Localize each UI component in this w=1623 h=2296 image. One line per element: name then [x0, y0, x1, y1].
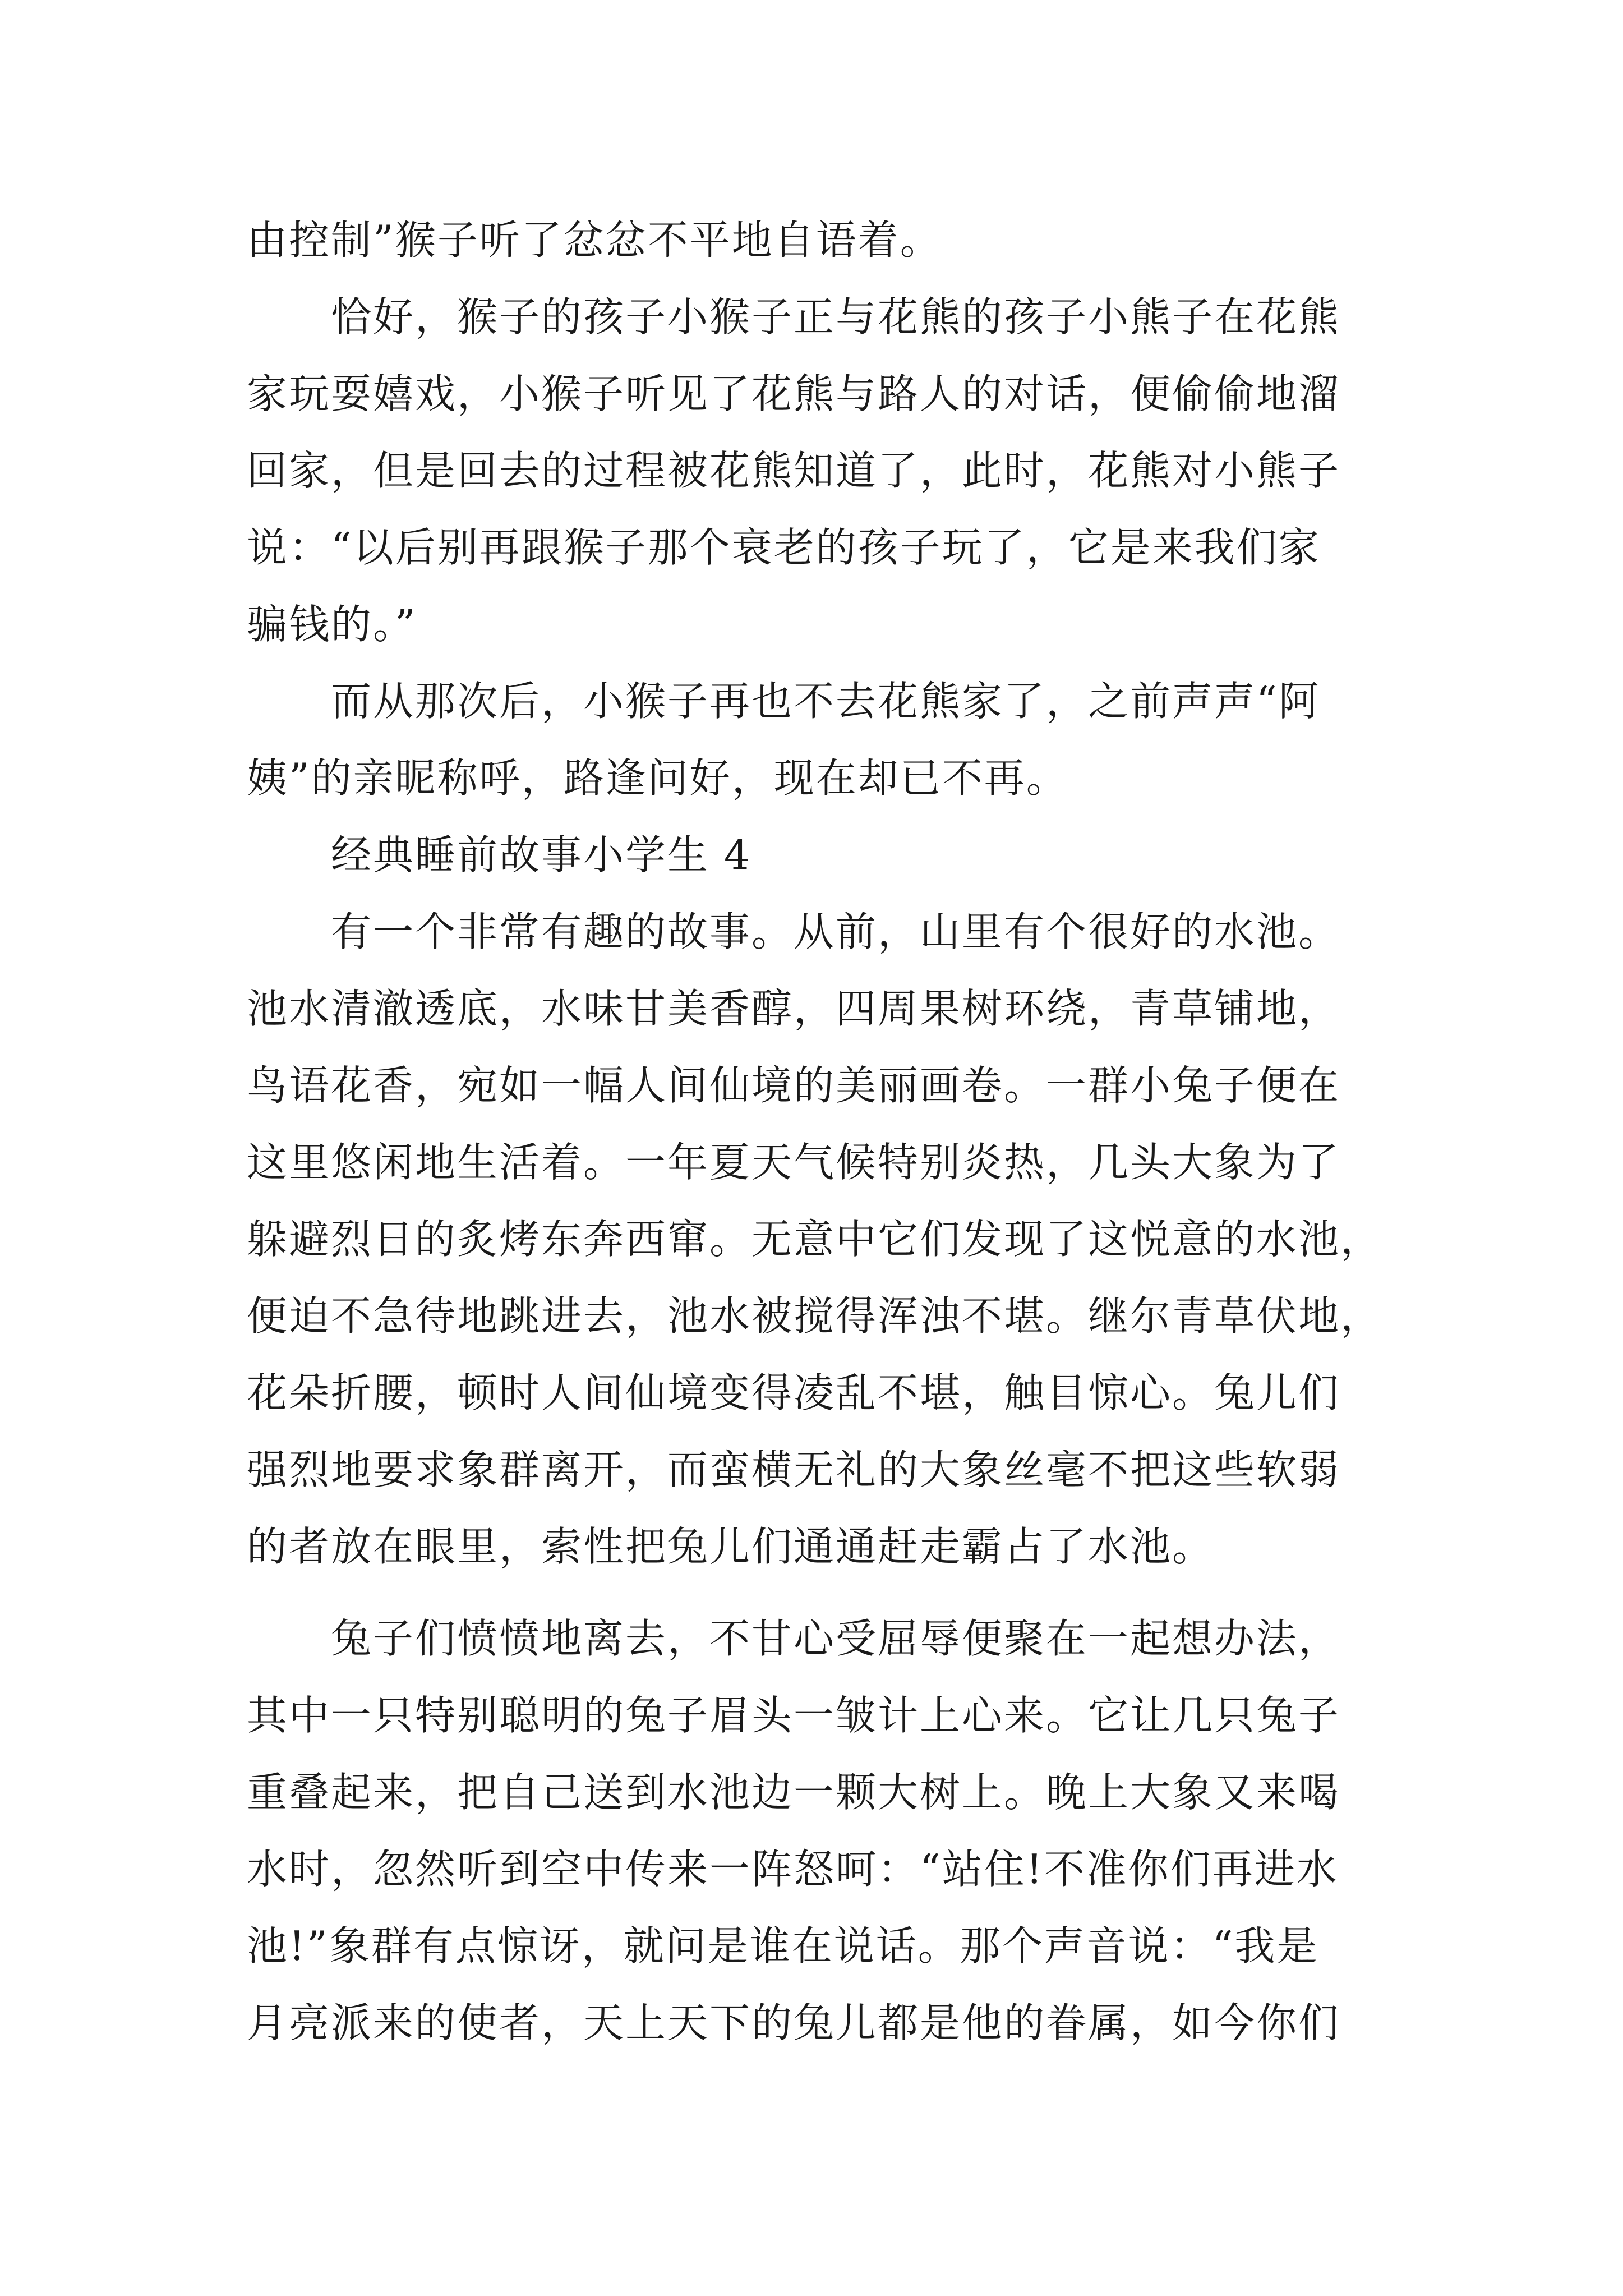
text-line: 池!”象群有点惊讶，就问是谁在说话。那个声音说：“我是: [247, 1922, 1319, 1970]
text-line: 有一个非常有趣的故事。从前，山里有个很好的水池。: [331, 908, 1341, 955]
text-line: 由控制”猴子听了忿忿不平地自语着。: [247, 217, 942, 264]
paragraph: [247, 279, 1380, 663]
paragraph: [247, 202, 1380, 279]
paragraph: [247, 663, 1380, 817]
section-heading: [247, 817, 1380, 894]
text-line: 回家，但是回去的过程被花熊知道了，此时，花熊对小熊子: [247, 447, 1341, 494]
text-line: 家玩耍嬉戏，小猴子听见了花熊与路人的对话，便偷偷地溜: [247, 370, 1341, 417]
text-line: 其中一只特别聪明的兔子眉头一皱计上心来。它让几只兔子: [247, 1692, 1341, 1739]
paragraph: [247, 1600, 1380, 2062]
text-line: 强烈地要求象群离开，而蛮横无礼的大象丝毫不把这些软弱: [247, 1446, 1341, 1493]
document-body: [247, 202, 1383, 2062]
text-line: 便迫不急待地跳进去，池水被搅得浑浊不堪。继尔青草伏地，: [247, 1292, 1383, 1340]
text-line: 姨”的亲昵称呼，路逢问好，现在却已不再。: [247, 754, 1068, 802]
paragraph: [247, 894, 1383, 1585]
text-line: 这里悠闲地生活着。一年夏天气候特别炎热，几头大象为了: [247, 1139, 1341, 1186]
text-line: 而从那次后，小猴子再也不去花熊家了，之前声声“阿: [331, 678, 1321, 725]
text-line: 的者放在眼里，索性把兔儿们通通赶走霸占了水池。: [247, 1523, 1215, 1570]
text-line: 月亮派来的使者，天上天下的兔儿都是他的眷属，如今你们: [247, 1999, 1341, 2046]
text-line: 躲避烈日的炙烤东奔西窜。无意中它们发现了这悦意的水池，: [247, 1216, 1383, 1263]
text-line: 骗钱的。”: [247, 601, 417, 648]
text-line: 重叠起来，把自己送到水池边一颗大树上。晚上大象又来喝: [247, 1769, 1341, 1816]
text-line: 水时，忽然听到空中传来一阵怒呵：“站住!不准你们再进水: [247, 1846, 1339, 1893]
text-line: 鸟语花香，宛如一幅人间仙境的美丽画卷。一群小兔子便在: [247, 1062, 1341, 1109]
paragraph-spacer: [247, 1585, 1380, 1600]
text-line: 说：“以后别再跟猴子那个衰老的孩子玩了，它是来我们家: [247, 524, 1321, 571]
heading-line: 经典睡前故事小学生 4: [331, 831, 751, 878]
text-line: 恰好，猴子的孩子小猴子正与花熊的孩子小熊子在花熊: [331, 293, 1341, 341]
text-line: 池水清澈透底，水味甘美香醇，四周果树环绕，青草铺地，: [247, 985, 1341, 1032]
text-line: 花朵折腰，顿时人间仙境变得凌乱不堪，触目惊心。兔儿们: [247, 1369, 1341, 1416]
text-line: 兔子们愤愤地离去，不甘心受屈辱便聚在一起想办法，: [331, 1615, 1341, 1662]
